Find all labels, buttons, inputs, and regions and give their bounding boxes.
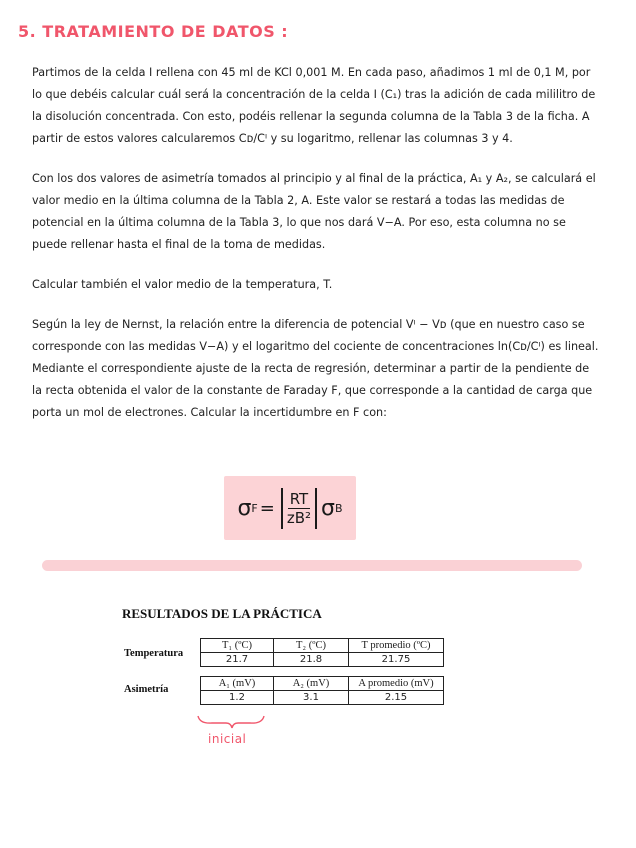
formula-denominator: zB² — [286, 508, 312, 527]
t2-header: T₂ (ºC) — [274, 639, 349, 653]
t-avg-header: T promedio (ºC) — [349, 639, 444, 653]
formula-lhs: σ — [237, 495, 252, 521]
temperature-label: Temperatura — [124, 648, 184, 659]
paragraph-asymmetry: Con los dos valores de asimetría tomados al principio y al final de la práctica, A₁ y A₂, se calculará el valor medio en la última columna de la Tabla 2, A. Este valor se restará a todas las medidas de potencial en la última columna de la Tabla 3, lo que nos dará V−A. Por eso, esta columna no se puede rellenar hasta el final de la toma de medidas. — [32, 172, 596, 251]
formula-fraction — [281, 488, 317, 529]
asymmetry-label: Asimetría — [124, 684, 169, 695]
a2-header: A₂ (mV) — [274, 677, 349, 691]
formula-numerator: RT — [289, 489, 309, 508]
temperature-value-row — [201, 653, 444, 667]
initial-annotation: inicial — [208, 732, 247, 746]
t1-value[interactable]: 21.7 — [201, 653, 274, 667]
formula-rhs: σ — [321, 495, 335, 521]
asymmetry-header-row — [201, 677, 444, 691]
formula-rhs-sub: B — [334, 501, 343, 515]
section-title: 5. TRATAMIENTO DE DATOS : — [18, 22, 289, 41]
t-avg-value[interactable]: 21.75 — [349, 653, 444, 667]
a1-header: A₁ (mV) — [201, 677, 274, 691]
a2-value[interactable]: 3.1 — [274, 691, 349, 705]
a-avg-value[interactable]: 2.15 — [349, 691, 444, 705]
a1-value[interactable]: 1.2 — [201, 691, 274, 705]
results-title: RESULTADOS DE LA PRÁCTICA — [122, 606, 322, 621]
formula-lhs-sub: F — [251, 501, 258, 515]
t2-value[interactable]: 21.8 — [274, 653, 349, 667]
underbrace-icon — [196, 714, 266, 730]
paragraph-temperature: Calcular también el valor medio de la temperatura, T. — [32, 278, 333, 291]
paragraph-nernst: Según la ley de Nernst, la relación entre la diferencia de potencial Vᴵ − Vᴅ (que en nuestro caso se corresponde con las medidas V−A) y el logaritmo del cociente de concentraciones ln(Cᴅ/Cᴵ) es lineal. Mediante el correspondiente ajuste de la recta de regresión, determinar a partir de la pendiente de la recta obtenida el valor de la constante de Faraday F, que corresponde a la cantidad de carga que porta un mol de electrones. Calcular la incertidumbre en F con: — [32, 318, 599, 419]
t1-header: T₁ (ºC) — [201, 639, 274, 653]
paragraph-concentration: Partimos de la celda I rellena con 45 ml de KCl 0,001 M. En cada paso, añadimos 1 ml de 0,1 M, por lo que debéis calcular cuál será la concentración de la celda I (C₁) tras la adición de cada mililitro de la disolución concentrada. Con esto, podéis rellenar la segunda columna de la Tabla 3 de la ficha. A partir de estos valores calcularemos Cᴅ/Cᴵ y su logaritmo, rellenar las columnas 3 y 4. — [32, 66, 596, 145]
temperature-table — [200, 638, 444, 667]
instructions-body — [32, 62, 602, 442]
asymmetry-value-row — [201, 691, 444, 705]
uncertainty-formula — [224, 476, 356, 540]
temperature-header-row — [201, 639, 444, 653]
asymmetry-table — [200, 676, 444, 705]
section-divider — [42, 560, 582, 571]
a-avg-header: A promedio (mV) — [349, 677, 444, 691]
formula-equals: = — [259, 497, 275, 519]
